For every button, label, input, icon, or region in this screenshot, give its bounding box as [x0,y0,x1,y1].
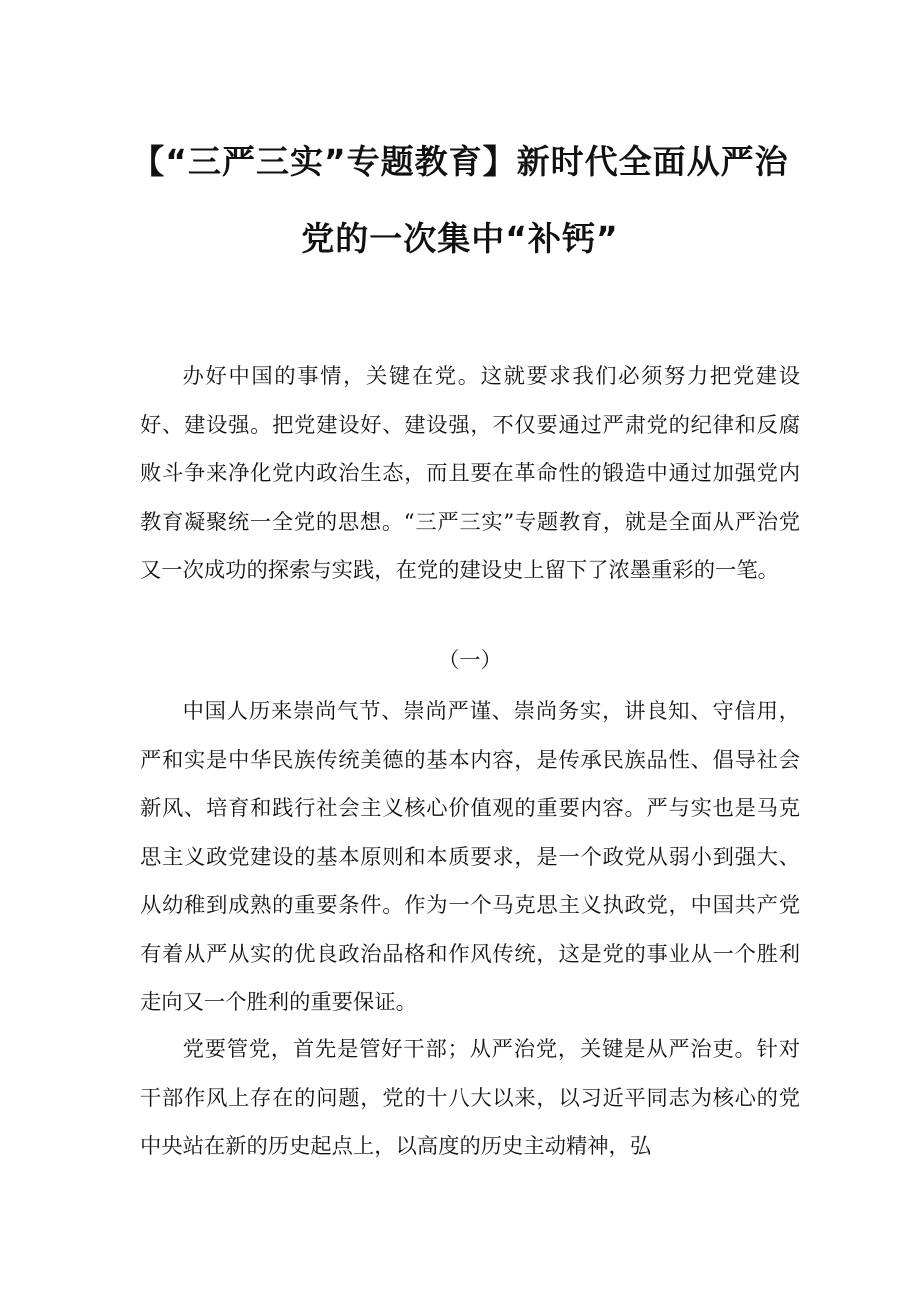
paragraph-intro: 办好中国的事情，关键在党。这就要求我们必须努力把党建设好、建设强。把党建设好、建设强，不仅要通过严肃党的纪律和反腐败斗争来净化党内政治生态，而且要在革命性的锻造中通过加强党内教育凝聚统一全党的思想。“三严三实”专题教育，就是全面从严治党又一次成功的探索与实践，在党的建设史上留下了浓墨重彩的一笔。 [140,364,800,583]
paragraph-cadre-management: 党要管党，首先是管好干部；从严治党，关键是从严治吏。针对干部作风上存在的问题，党的十八大以来，以习近平同志为核心的党中央站在新的历史起点上，以高度的历史主动精神，弘 [140,1037,800,1159]
paragraph-section-1: 中国人历来崇尚气节、崇尚严谨、崇尚务实，讲良知、守信用，严和实是中华民族传统美德的基本内容，是传承民族品性、倡导社会新风、培育和践行社会主义核心价值观的重要内容。严与实也是马克思主义政党建设的基本原则和本质要求，是一个政党从弱小到强大、从幼稚到成熟的重要条件。作为一个马克思主义执政党，中国共产党有着从严从实的优良政治品格和作风传统，这是党的事业从一个胜利走向又一个胜利的重要保证。 [140,699,800,1015]
document-title-line-2: 党的一次集中“补钙” [301,219,619,258]
document-title-line-1: 【“三严三实”专题教育】新时代全面从严治 [131,142,789,181]
section-number: （一） [438,648,502,673]
